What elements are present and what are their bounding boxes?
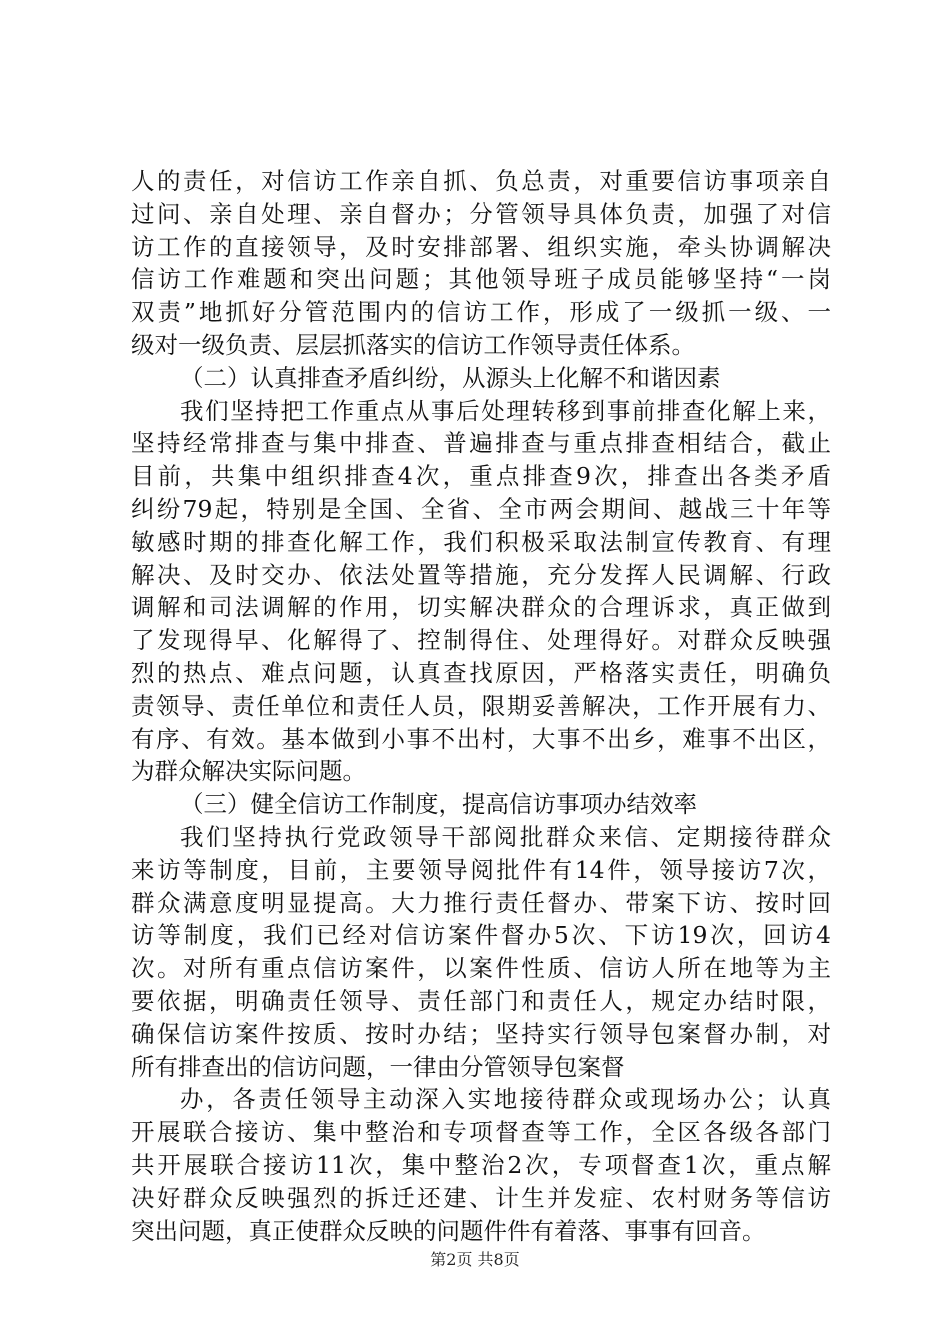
text-line: 烈的热点、难点问题，认真查找原因，严格落实责任，明确负 bbox=[131, 658, 831, 687]
text-line: 群众满意度明显提高。大力推行责任督办、带案下访、按时回 bbox=[131, 888, 831, 917]
text-line: 人的责任，对信访工作亲自抓、负总责，对重要信访事项亲自 bbox=[131, 167, 831, 195]
text-line: 访工作的直接领导，及时安排部署、组织实施，牵头协调解决 bbox=[131, 232, 831, 261]
text-line: 为群众解决实际问题。 bbox=[131, 757, 366, 786]
text-line: 调解和司法调解的作用，切实解决群众的合理诉求，真正做到 bbox=[131, 593, 831, 622]
text-line: 所有排查出的信访问题，一律由分管领导包案督 bbox=[131, 1052, 625, 1081]
section-heading: （二）认真排查矛盾纠纷，从源头上化解不和谐因素 bbox=[180, 363, 721, 392]
page-footer: 第2页 共8页 bbox=[430, 1250, 520, 1269]
text-line: 目前，共集中组织排查4次，重点排查9次，排查出各类矛盾 bbox=[131, 462, 831, 491]
text-line: 过问、亲自处理、亲自督办；分管领导具体负责，加强了对信 bbox=[131, 199, 831, 228]
text-line: 开展联合接访、集中整治和专项督查等工作，全区各级各部门 bbox=[131, 1118, 831, 1147]
text-line: 确保信访案件按质、按时办结；坚持实行领导包案督办制，对 bbox=[131, 1019, 831, 1048]
document-body bbox=[131, 165, 831, 1247]
text-line: 纠纷79起，特别是全国、全省、全市两会期间、越战三十年等 bbox=[131, 494, 831, 523]
text-line: 级对一级负责、层层抓落实的信访工作领导责任体系。 bbox=[131, 330, 695, 359]
text-line: 要依据，明确责任领导、责任部门和责任人，规定办结时限， bbox=[131, 986, 831, 1015]
text-line: 决好群众反映强烈的拆迁还建、计生并发症、农村财务等信访 bbox=[131, 1183, 831, 1212]
text-line: 来访等制度，目前，主要领导阅批件有14件，领导接访7次， bbox=[131, 855, 831, 884]
text-line: 办，各责任领导主动深入实地接待群众或现场办公；认真 bbox=[180, 1085, 831, 1114]
text-line: 敏感时期的排查化解工作，我们积极采取法制宣传教育、有理 bbox=[131, 527, 831, 556]
text-line: 信访工作难题和突出问题；其他领导班子成员能够坚持“一岗 bbox=[131, 265, 831, 294]
text-line: 有序、有效。基本做到小事不出村，大事不出乡，难事不出区， bbox=[131, 724, 831, 753]
text-line: 我们坚持执行党政领导干部阅批群众来信、定期接待群众 bbox=[180, 822, 831, 851]
text-line: 了发现得早、化解得了、控制得住、处理得好。对群众反映强 bbox=[131, 626, 831, 655]
section-heading: （三）健全信访工作制度，提高信访事项办结效率 bbox=[180, 790, 697, 819]
text-line: 突出问题，真正使群众反映的问题件件有着落、事事有回音。 bbox=[131, 1216, 766, 1245]
text-line: 解决、及时交办、依法处置等措施，充分发挥人民调解、行政 bbox=[131, 560, 831, 589]
text-line: 双责”地抓好分管范围内的信访工作，形成了一级抓一级、一 bbox=[131, 298, 831, 327]
text-line: 我们坚持把工作重点从事后处理转移到事前排查化解上来， bbox=[180, 396, 831, 425]
text-line: 坚持经常排查与集中排查、普遍排查与重点排查相结合，截止 bbox=[131, 429, 831, 458]
text-line: 责领导、责任单位和责任人员，限期妥善解决，工作开展有力、 bbox=[131, 691, 831, 720]
text-line: 共开展联合接访11次，集中整治2次，专项督查1次，重点解 bbox=[131, 1150, 831, 1179]
text-line: 访等制度，我们已经对信访案件督办5次、下访19次，回访4 bbox=[131, 921, 831, 950]
text-line: 次。对所有重点信访案件，以案件性质、信访人所在地等为主 bbox=[131, 954, 831, 983]
